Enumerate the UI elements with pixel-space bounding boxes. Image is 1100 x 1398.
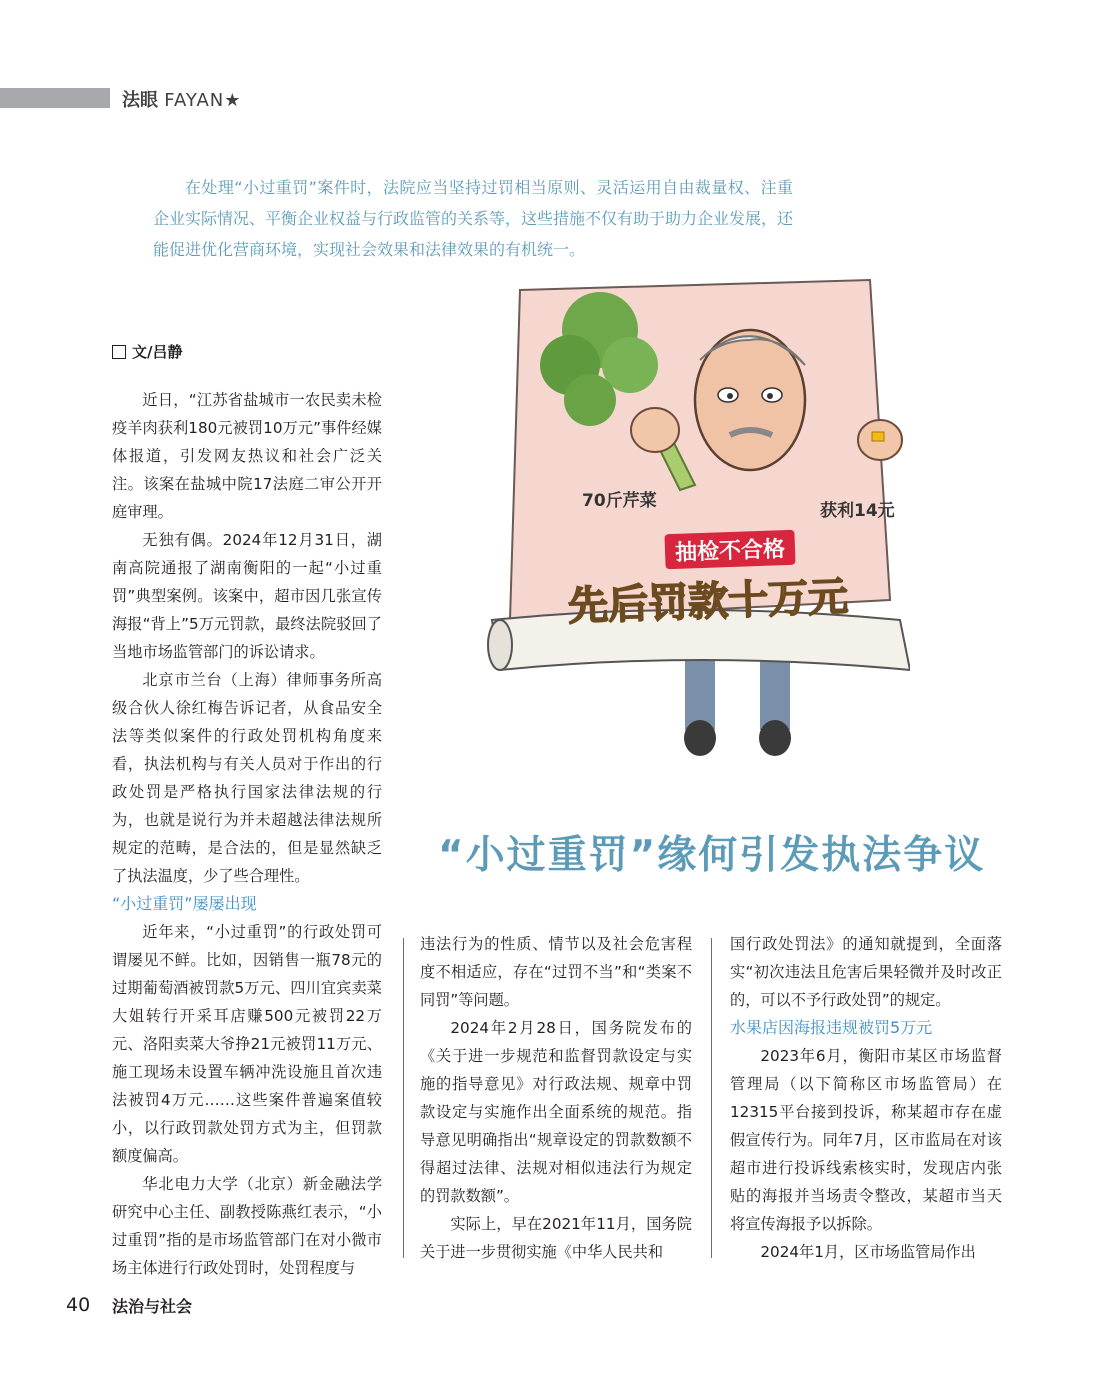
- paragraph: 近年来，“小过重罚”的行政处罚可谓屡见不鲜。比如，因销售一瓶78元的过期葡萄酒被罚款5万元、四川宜宾卖菜大姐转行开采耳店赚500元被罚22万元、洛阳卖菜大爷挣21元被罚11万元、施工现场未设置车辆冲洗设施且首次违法被罚4万元……这些案件普遍案值较小，以行政罚款处罚方式为主，但罚款额度偏高。: [112, 923, 382, 1165]
- paragraph: 2024年1月，区市场监管局作出: [760, 1243, 976, 1261]
- paragraph: 2024年2月28日，国务院发布的《关于进一步规范和监督罚款设定与实施的指导意见》对行政法规、规章中罚款设定与实施作出全面系统的规范。指导意见明确指出“规章设定的罚款数额不得超过法律、法规对相似违法行为规定的罚款数额”。: [420, 1019, 692, 1205]
- shoe-left: [684, 720, 716, 756]
- column-divider: [711, 938, 712, 1258]
- section-name-cn: 法眼: [122, 90, 158, 111]
- poster-headline: 先后罚款十万元: [567, 574, 849, 630]
- lead-paragraph: 在处理“小过重罚”案件时，法院应当坚持过罚相当原则、灵活运用自由裁量权、注重企业实际情况、平衡企业权益与行政监管的关系等，这些措施不仅有助于助力企业发展，还能促进优化营商环境，实现社会效果和法律效果的有机统一。: [153, 178, 794, 259]
- subheading: 水果店因海报违规被罚5万元: [730, 1018, 933, 1037]
- article-column-3: [730, 930, 1002, 1266]
- article-column-2: [420, 930, 692, 1266]
- subheading: “小过重罚”屡屡出现: [112, 894, 257, 913]
- paragraph: 实际上，早在2021年11月，国务院关于进一步贯彻实施《中华人民共和: [420, 1215, 692, 1261]
- paragraph: 无独有偶。2024年12月31日，湖南高院通报了湖南衡阳的一起“小过重罚”典型案例。该案中，超市因几张宣传海报“背上”5万元罚款，最终法院驳回了当地市场监管部门的诉讼请求。: [112, 531, 382, 661]
- hand-left: [631, 408, 679, 452]
- section-name-en: FAYAN★: [164, 90, 242, 111]
- column-divider: [403, 938, 404, 1258]
- label-profit: 获利14元: [820, 501, 895, 521]
- label-celery: 70斤芹菜: [582, 491, 657, 511]
- article-title: “小过重罚”缘何引发执法争议: [438, 833, 986, 878]
- coin: [872, 432, 884, 441]
- byline: [112, 341, 182, 362]
- header-accent-bar: [0, 88, 110, 108]
- cartoon-illustration: [480, 270, 910, 770]
- section-tag: [122, 86, 241, 112]
- leg-left: [685, 660, 715, 730]
- paragraph: 华北电力大学（北京）新金融法学研究中心主任、副教授陈燕红表示，“小过重罚”指的是市场监管部门在对小微市场主体进行行政处罚时，处罚程度与: [112, 1175, 382, 1277]
- shoe-right: [759, 720, 791, 756]
- stamp-unqualified: 抽检不合格: [664, 530, 795, 570]
- checkbox-square-icon: [112, 345, 126, 359]
- byline-text: 文/吕静: [132, 343, 183, 361]
- leg-right: [760, 660, 790, 730]
- page-number: 40: [66, 1294, 91, 1316]
- paragraph: 近日，“江苏省盐城市一农民卖未检疫羊肉获利180元被罚10万元”事件经媒体报道，引发网友热议和社会广泛关注。该案在盐城中院17法庭二审公开开庭审理。: [112, 391, 382, 521]
- paragraph: 国行政处罚法》的通知就提到，全面落实“初次违法且危害后果轻微并及时改正的，可以不予行政处罚”的规定。: [730, 935, 1002, 1009]
- paragraph: 北京市兰台（上海）律师事务所高级合伙人徐红梅告诉记者，从食品安全法等类似案件的行政处罚机构角度来看，执法机构与有关人员对于作出的行政处罚是严格执行国家法律法规的行为，也就是说行为并未超越法律法规所规定的范畴，是合法的，但是显然缺乏了执法温度，少了些合理性。: [112, 671, 382, 885]
- paragraph: 违法行为的性质、情节以及社会危害程度不相适应，存在“过罚不当”和“类案不同罚”等问题。: [420, 935, 692, 1009]
- magazine-name: 法治与社会: [112, 1297, 193, 1316]
- article-column-1: [112, 386, 382, 1282]
- paragraph: 2023年6月，衡阳市某区市场监督管理局（以下简称区市场监管局）在12315平台接到投诉，称某超市存在虚假宣传行为。同年7月，区市监局在对该超市进行投诉线索核实时，发现店内张贴的海报并当场责令整改，某超市当天将宣传海报予以拆除。: [730, 1047, 1002, 1233]
